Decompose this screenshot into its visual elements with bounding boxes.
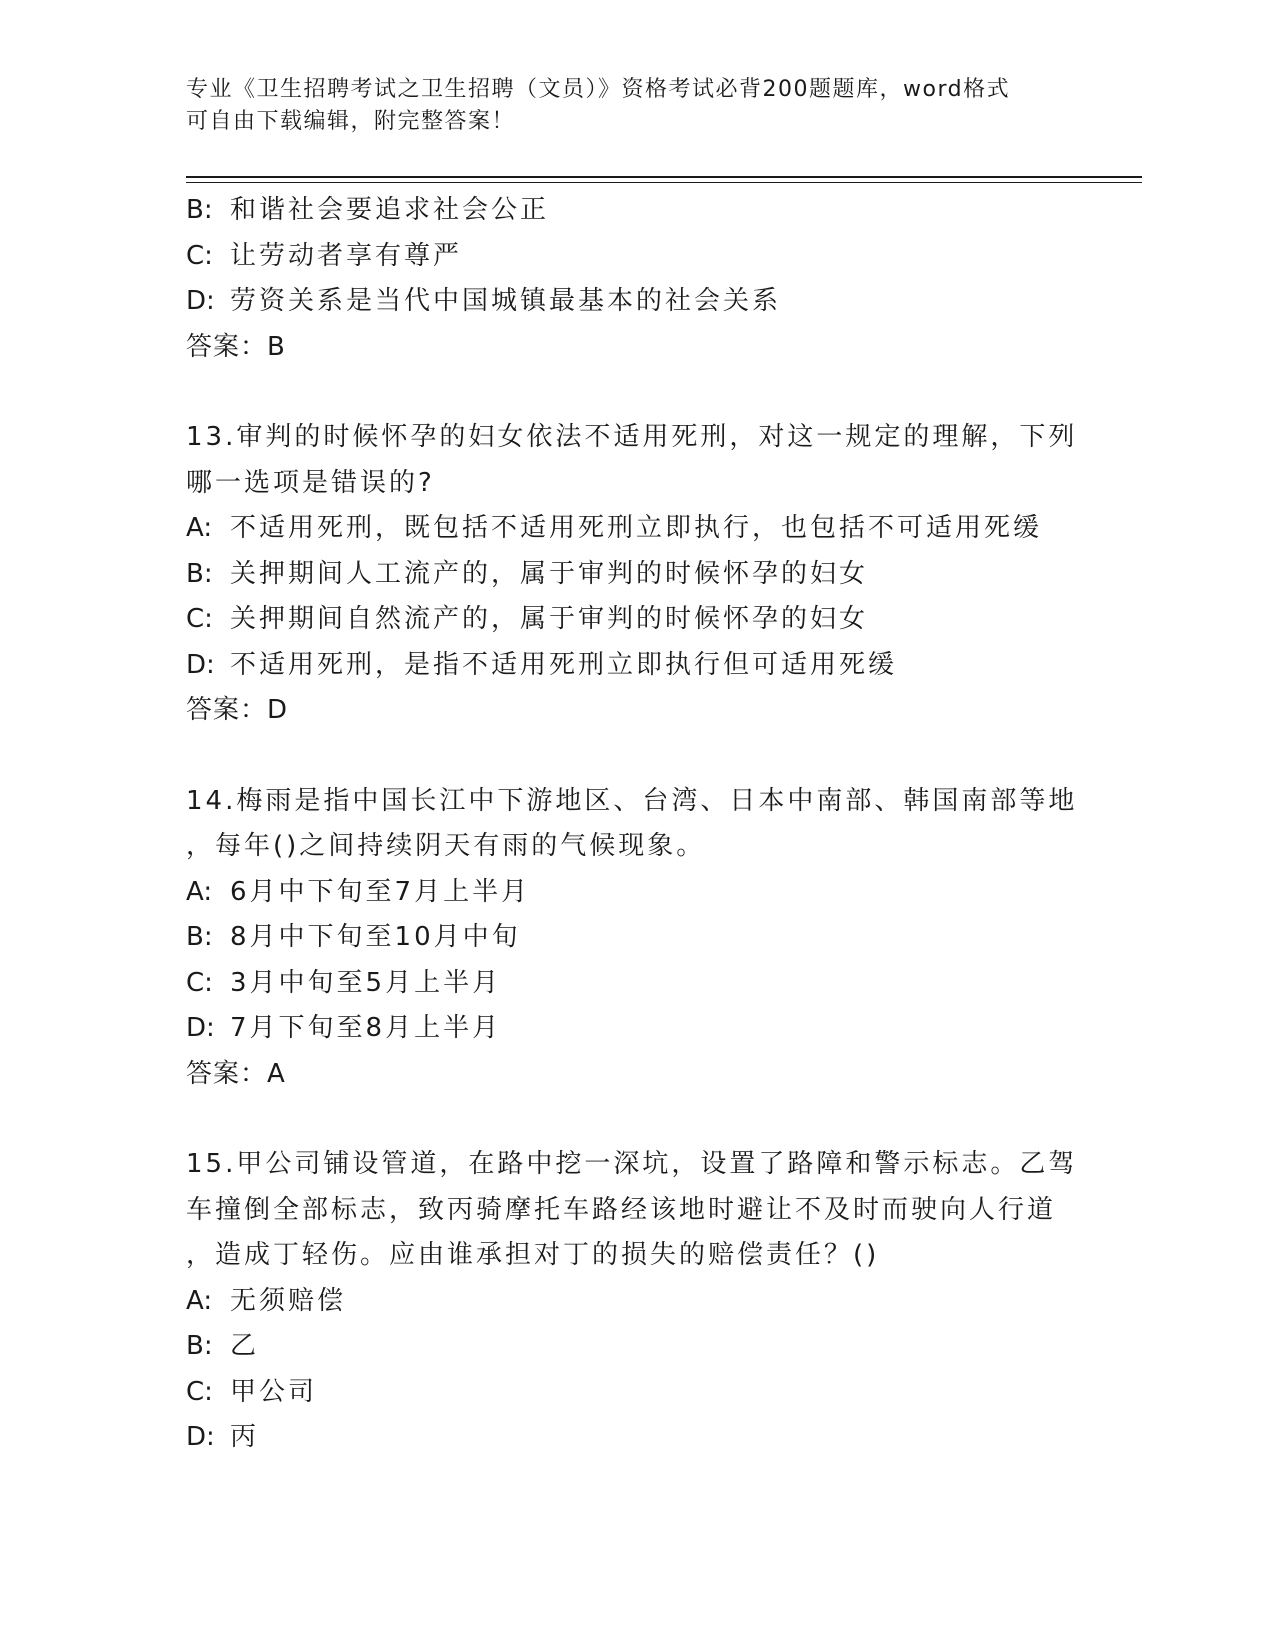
option-label: C:	[186, 1376, 213, 1407]
document-header	[186, 74, 1076, 138]
option-label: C:	[186, 967, 213, 998]
option-text: 不适用死刑，是指不适用死刑立即执行但可适用死缓	[230, 649, 898, 680]
option-b	[186, 1324, 1086, 1370]
option-label: B:	[186, 195, 213, 225]
question-block-14	[186, 779, 1086, 1098]
option-label: B:	[186, 922, 213, 952]
question-text-line: 13.审判的时候怀孕的妇女依法不适用死刑，对这一规定的理解，下列	[186, 422, 1078, 452]
header-line-1: 专业《卫生招聘考试之卫生招聘（文员）》资格考试必背200题题库，word格式	[186, 77, 1011, 102]
question-list	[186, 188, 1086, 1461]
question-block-12	[186, 188, 1086, 370]
question-text-line: 15.甲公司铺设管道，在路中挖一深坑，设置了路障和警示标志。乙驾	[186, 1149, 1078, 1179]
option-label: A:	[186, 1285, 213, 1316]
option-a	[186, 506, 1086, 552]
option-c	[186, 597, 1086, 643]
option-d	[186, 1415, 1086, 1461]
option-label: C:	[186, 240, 213, 271]
answer-line: 答案：D	[186, 695, 289, 725]
option-c	[186, 234, 1086, 280]
block-spacer	[186, 370, 1086, 415]
option-label: C:	[186, 604, 213, 634]
option-text: 劳资关系是当代中国城镇最基本的社会关系	[230, 286, 782, 316]
option-text: 6月中下旬至7月上半月	[230, 876, 531, 907]
option-a	[186, 870, 1086, 916]
option-text: 让劳动者享有尊严	[230, 240, 463, 271]
option-text: 关押期间人工流产的，属于审判的时候怀孕的妇女	[230, 558, 869, 589]
option-text: 无须赔偿	[230, 1285, 347, 1316]
question-text-line: ，每年()之间持续阴天有雨的气候现象。	[186, 831, 706, 861]
option-label: D:	[186, 1422, 215, 1452]
option-text: 丙	[230, 1422, 260, 1452]
block-spacer	[186, 734, 1086, 779]
block-spacer	[186, 1097, 1086, 1142]
question-text-line: 车撞倒全部标志，致丙骑摩托车路经该地时避让不及时而驶向人行道	[186, 1194, 1057, 1225]
answer-line: 答案：B	[186, 331, 286, 362]
option-text: 8月中下旬至10月中旬	[230, 922, 521, 952]
option-c	[186, 1370, 1086, 1416]
option-c	[186, 961, 1086, 1007]
header-rule-thick	[186, 176, 1142, 178]
option-text: 和谐社会要追求社会公正	[230, 195, 550, 225]
option-label: D:	[186, 1013, 215, 1043]
option-text: 乙	[230, 1331, 260, 1361]
option-label: B:	[186, 1331, 213, 1361]
answer-line: 答案：A	[186, 1058, 286, 1089]
question-block-13	[186, 415, 1086, 734]
option-text: 关押期间自然流产的，属于审判的时候怀孕的妇女	[230, 604, 869, 634]
option-text: 7月下旬至8月上半月	[230, 1013, 502, 1043]
option-text: 不适用死刑，既包括不适用死刑立即执行，也包括不可适用死缓	[230, 513, 1043, 543]
option-label: D:	[186, 649, 215, 680]
option-label: A:	[186, 513, 213, 543]
question-text-line: 14.梅雨是指中国长江中下游地区、台湾、日本中南部、韩国南部等地	[186, 785, 1078, 816]
question-text-line: ，造成丁轻伤。应由谁承担对丁的损失的赔偿责任？()	[186, 1240, 880, 1270]
option-text: 3月中旬至5月上半月	[230, 967, 502, 998]
option-b	[186, 915, 1086, 961]
option-a	[186, 1279, 1086, 1325]
option-text: 甲公司	[230, 1376, 318, 1407]
option-d	[186, 643, 1086, 689]
option-label: D:	[186, 286, 215, 316]
option-b	[186, 188, 1086, 234]
option-b	[186, 552, 1086, 598]
header-rule-thin	[186, 182, 1142, 183]
header-line-2: 可自由下载编辑，附完整答案！	[186, 109, 516, 134]
option-label: B:	[186, 558, 213, 589]
option-label: A:	[186, 876, 213, 907]
option-d	[186, 1006, 1086, 1052]
question-block-15	[186, 1142, 1086, 1461]
option-d	[186, 279, 1086, 325]
question-text-line: 哪一选项是错误的?	[186, 467, 435, 498]
